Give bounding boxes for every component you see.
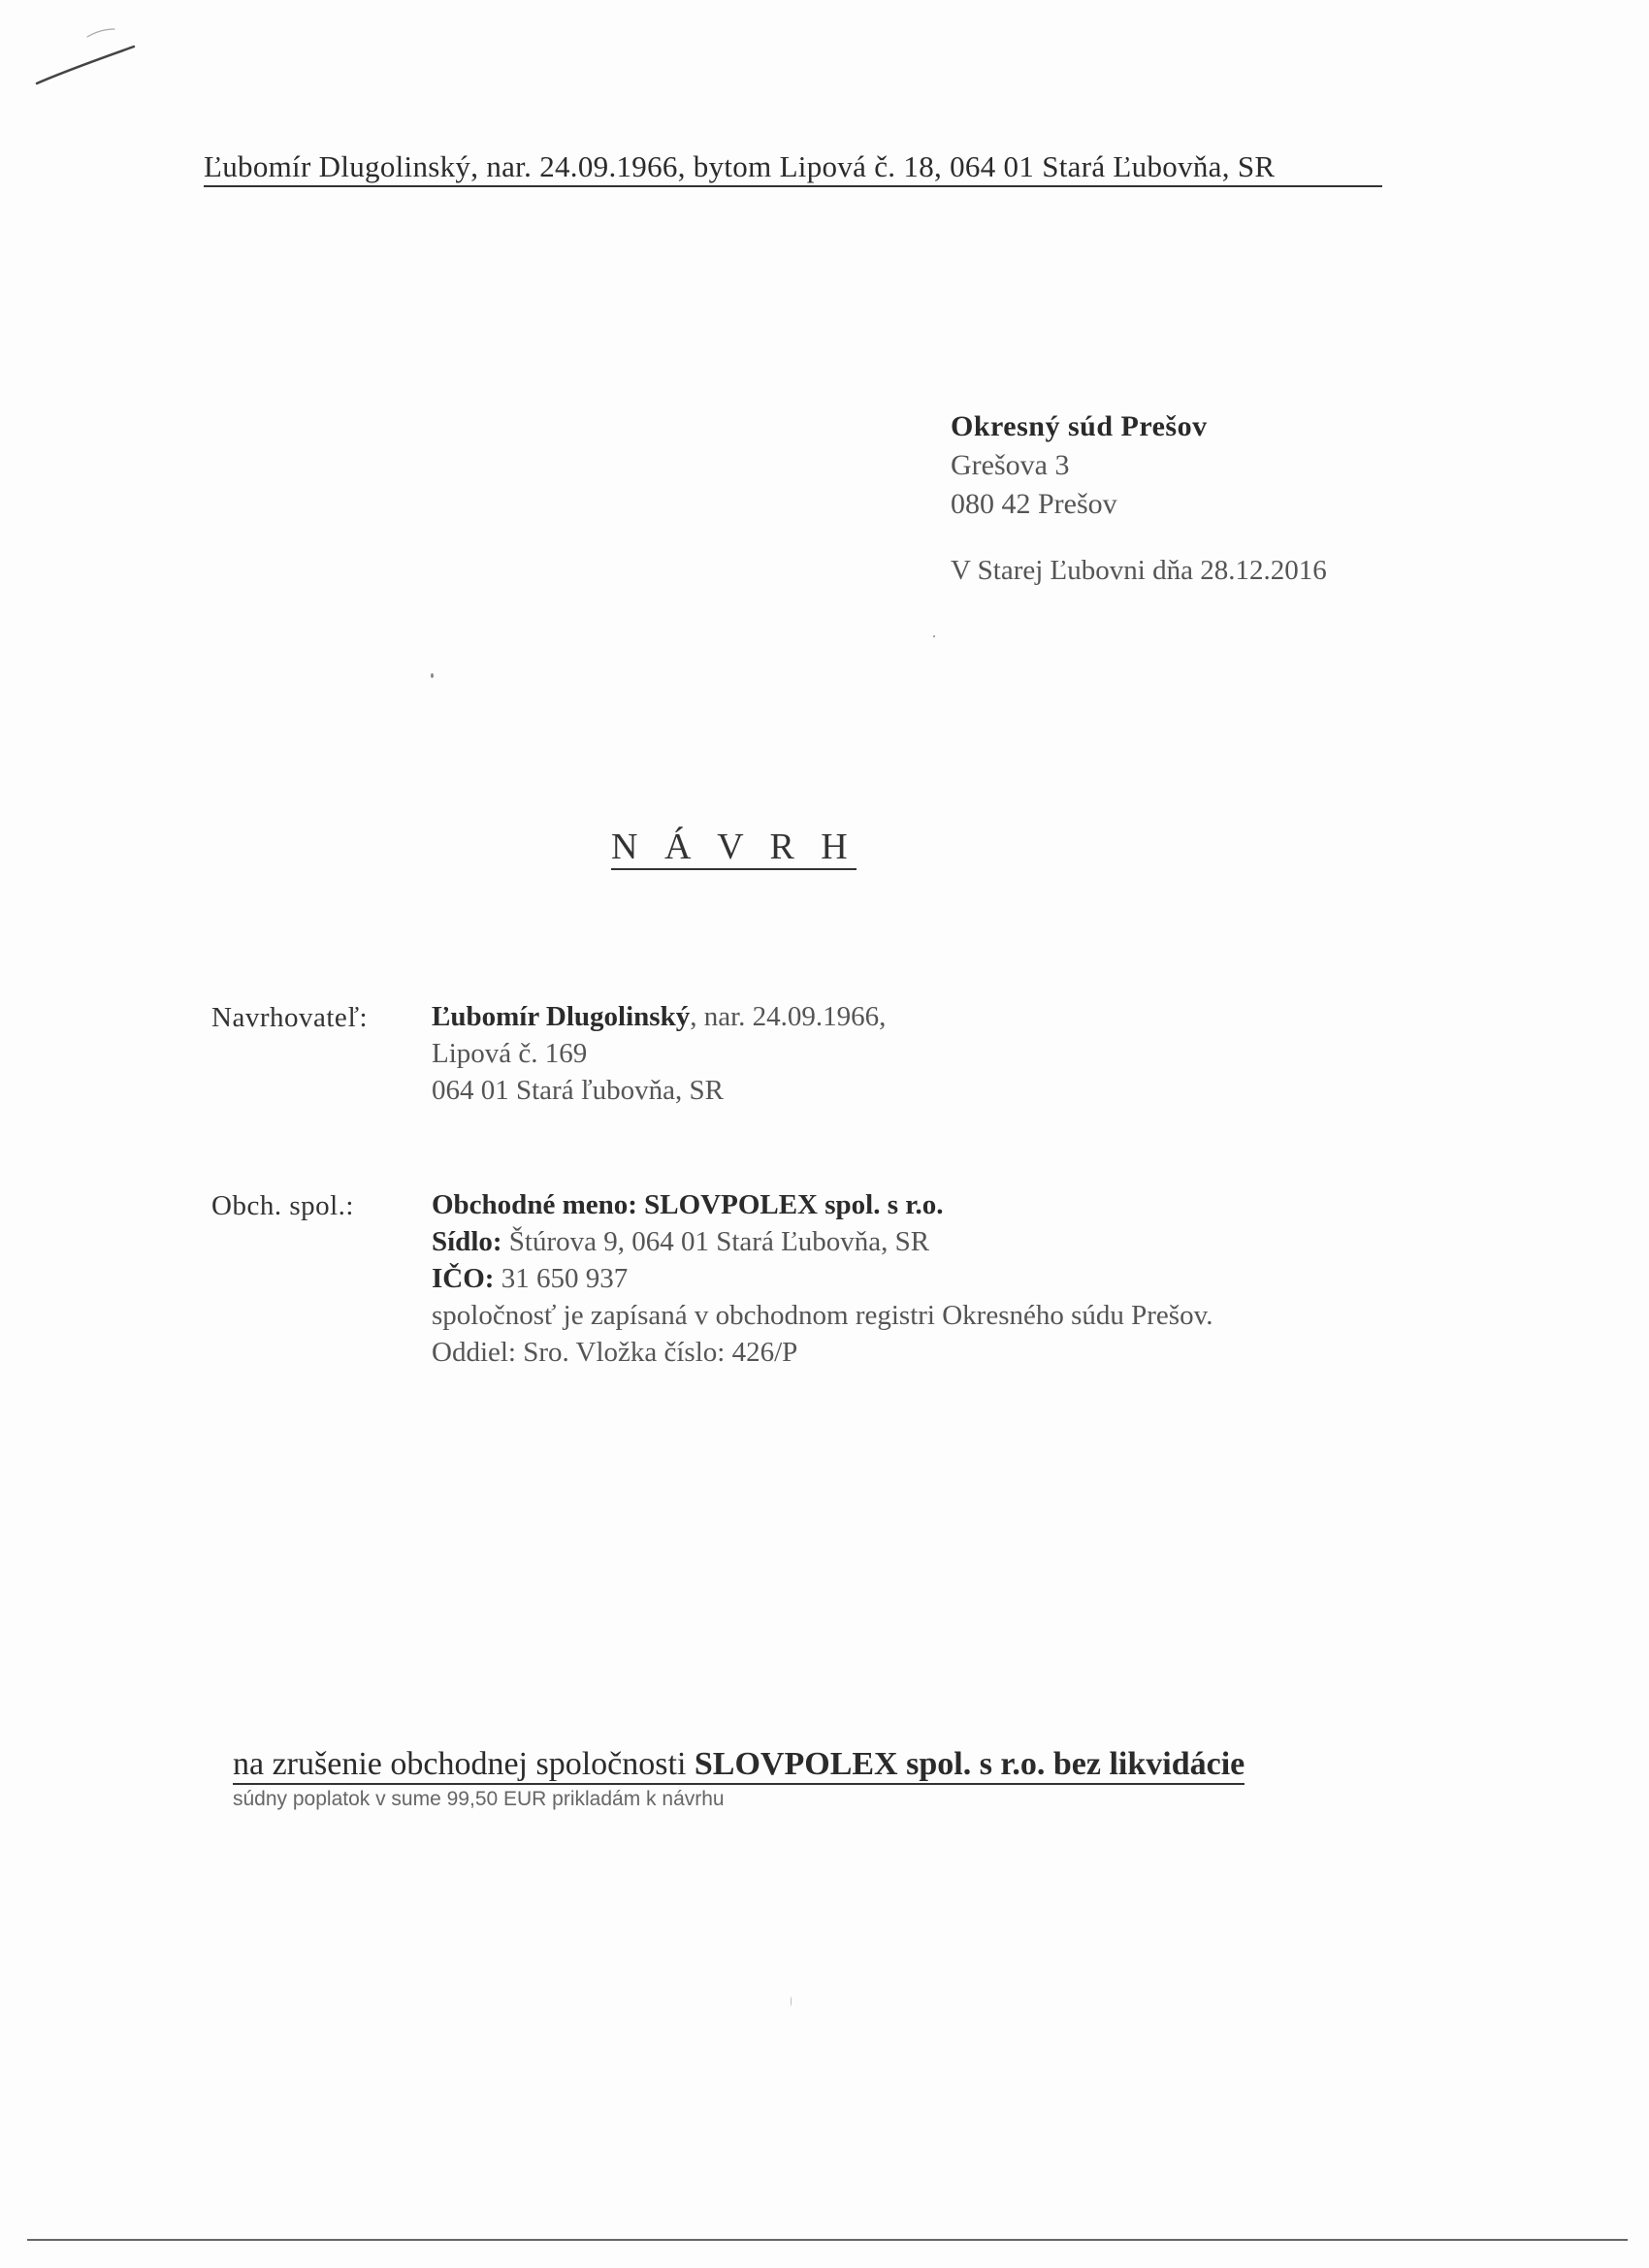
company-details	[432, 1186, 1212, 1371]
page-bottom-rule	[27, 2239, 1628, 2241]
place-date: V Starej Ľubovni dňa 28.12.2016	[951, 555, 1327, 586]
company-registry-section: Oddiel: Sro. Vložka číslo: 426/P	[432, 1337, 798, 1368]
applicant-details	[432, 998, 886, 1109]
court-city: 080 42 Prešov	[951, 488, 1117, 520]
company-registry-note: spoločnosť je zapísaná v obchodnom registri Okresného súdu Prešov.	[432, 1300, 1213, 1331]
subject-company: SLOVPOLEX spol. s r.o. bez likvidácie	[694, 1746, 1245, 1782]
recipient-address	[951, 407, 1208, 524]
company-seat-label: Sídlo:	[432, 1226, 502, 1257]
document-title: N Á V R H	[611, 827, 857, 870]
court-fee-note: súdny poplatok v sume 99,50 EUR prikladám k návrhu	[233, 1788, 725, 1810]
applicant-label: Navrhovateľ:	[211, 1002, 369, 1033]
sender-header-line: Ľubomír Dlugolinský, nar. 24.09.1966, bytom Lipová č. 18, 064 01 Stará Ľubovňa, SR	[204, 150, 1382, 187]
applicant-birth: , nar. 24.09.1966,	[690, 1001, 887, 1032]
court-name: Okresný súd Prešov	[951, 410, 1208, 442]
applicant-name: Ľubomír Dlugolinský	[432, 1001, 691, 1032]
court-street: Grešova 3	[951, 449, 1070, 481]
proposal-subject	[233, 1746, 1245, 1785]
company-ico-label: IČO:	[432, 1263, 495, 1294]
company-label: Obch. spol.:	[211, 1190, 354, 1221]
subject-prefix: na zrušenie obchodnej spoločnosti	[233, 1746, 695, 1782]
company-seat: Štúrova 9, 064 01 Stará Ľubovňa, SR	[501, 1226, 930, 1257]
company-ico: 31 650 937	[494, 1263, 629, 1294]
scan-speck	[933, 635, 935, 637]
pen-stroke-mark	[29, 19, 146, 97]
applicant-city: 064 01 Stará ľubovňa, SR	[432, 1075, 724, 1106]
scan-speck	[791, 1996, 792, 2006]
applicant-street: Lipová č. 169	[432, 1038, 588, 1069]
company-name: Obchodné meno: SLOVPOLEX spol. s r.o.	[432, 1189, 944, 1220]
scan-speck	[431, 673, 434, 678]
